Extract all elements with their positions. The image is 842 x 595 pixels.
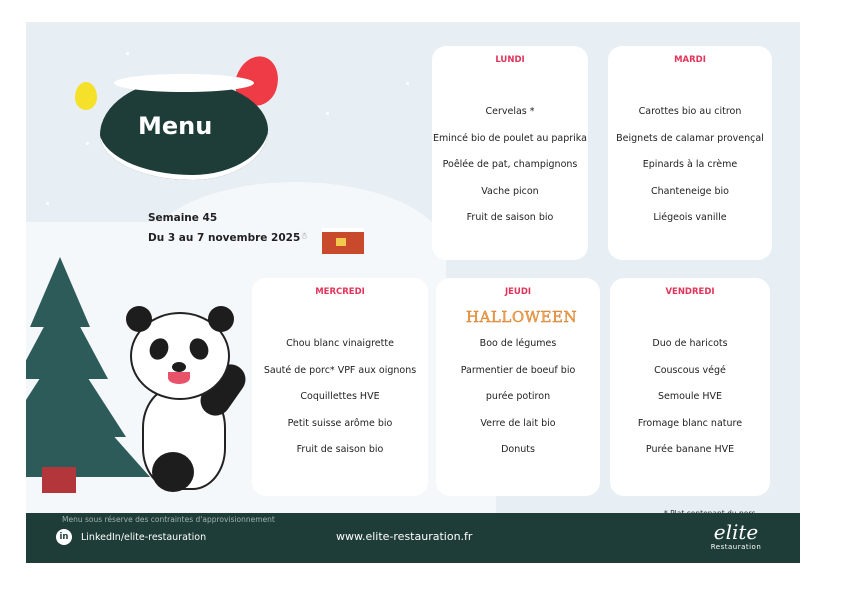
week-dates: Du 3 au 7 novembre 2025 — [148, 232, 301, 244]
panda-illustration — [122, 302, 252, 502]
halloween-theme-label: HALLOWEEN — [466, 308, 578, 326]
dish: Chou blanc vinaigrette — [286, 338, 394, 349]
day-card-mardi — [608, 46, 772, 260]
dish: Epinards à la crème — [642, 159, 738, 171]
dish: Beignets de calamar provençal — [616, 132, 764, 144]
dish: Petit suisse arôme bio — [287, 417, 393, 429]
dish: Purée banane HVE — [645, 444, 735, 456]
menu-title-blob — [100, 80, 268, 180]
day-title: MERCREDI — [315, 287, 365, 297]
footer — [26, 513, 800, 563]
snowman-icon: ☃ — [300, 232, 309, 242]
dish: Cervelas * — [485, 106, 535, 117]
dish: Fruit de saison bio — [296, 444, 384, 456]
day-title: MARDI — [674, 55, 706, 65]
dish: Donuts — [501, 444, 535, 456]
day-card-lundi — [432, 46, 588, 260]
day-card-mercredi — [252, 278, 428, 496]
page-title: Menu — [138, 112, 213, 140]
dish: Semoule HVE — [657, 391, 723, 403]
dish: Fruit de saison bio — [466, 212, 554, 224]
dish: Emincé bio de poulet au paprika — [433, 132, 587, 144]
day-title: JEUDI — [504, 287, 532, 297]
day-card-vendredi — [610, 278, 770, 496]
dish: Couscous végé — [654, 364, 726, 376]
dish: Vache picon — [481, 185, 539, 197]
dish: Parmentier de boeuf bio — [460, 364, 576, 376]
dish: Coquillettes HVE — [300, 391, 380, 403]
day-title: VENDREDI — [665, 287, 715, 297]
dish: Liégeois vanille — [653, 212, 727, 224]
linkedin-icon[interactable]: in — [56, 529, 72, 545]
yellow-balloon-icon — [75, 82, 97, 110]
week-info — [148, 208, 300, 248]
elite-logo — [698, 521, 774, 551]
dish: Fromage blanc nature — [637, 417, 743, 429]
dish: Chanteneige bio — [651, 185, 729, 197]
week-label: Semaine 45 — [148, 212, 218, 224]
dish: Sauté de porc* VPF aux oignons — [263, 364, 417, 376]
dish: Duo de haricots — [652, 338, 728, 349]
day-title: LUNDI — [495, 55, 525, 65]
dish: Carottes bio au citron — [638, 106, 742, 117]
dish: Boo de légumes — [479, 338, 557, 349]
menu-sheet — [26, 22, 800, 563]
cabin-icon — [322, 228, 364, 254]
dish: Verre de lait bio — [480, 417, 556, 429]
website-link[interactable]: www.elite-restauration.fr — [336, 530, 473, 543]
brand-subtitle: Restauration — [710, 543, 762, 551]
linkedin-link[interactable]: LinkedIn/elite-restauration — [81, 532, 207, 543]
brand-name: elite — [713, 520, 759, 544]
supply-disclaimer: Menu sous réserve des contraintes d'approvisionnement — [62, 515, 275, 524]
dish: purée potiron — [485, 391, 551, 403]
dish: Poêlée de pat, champignons — [442, 159, 578, 171]
